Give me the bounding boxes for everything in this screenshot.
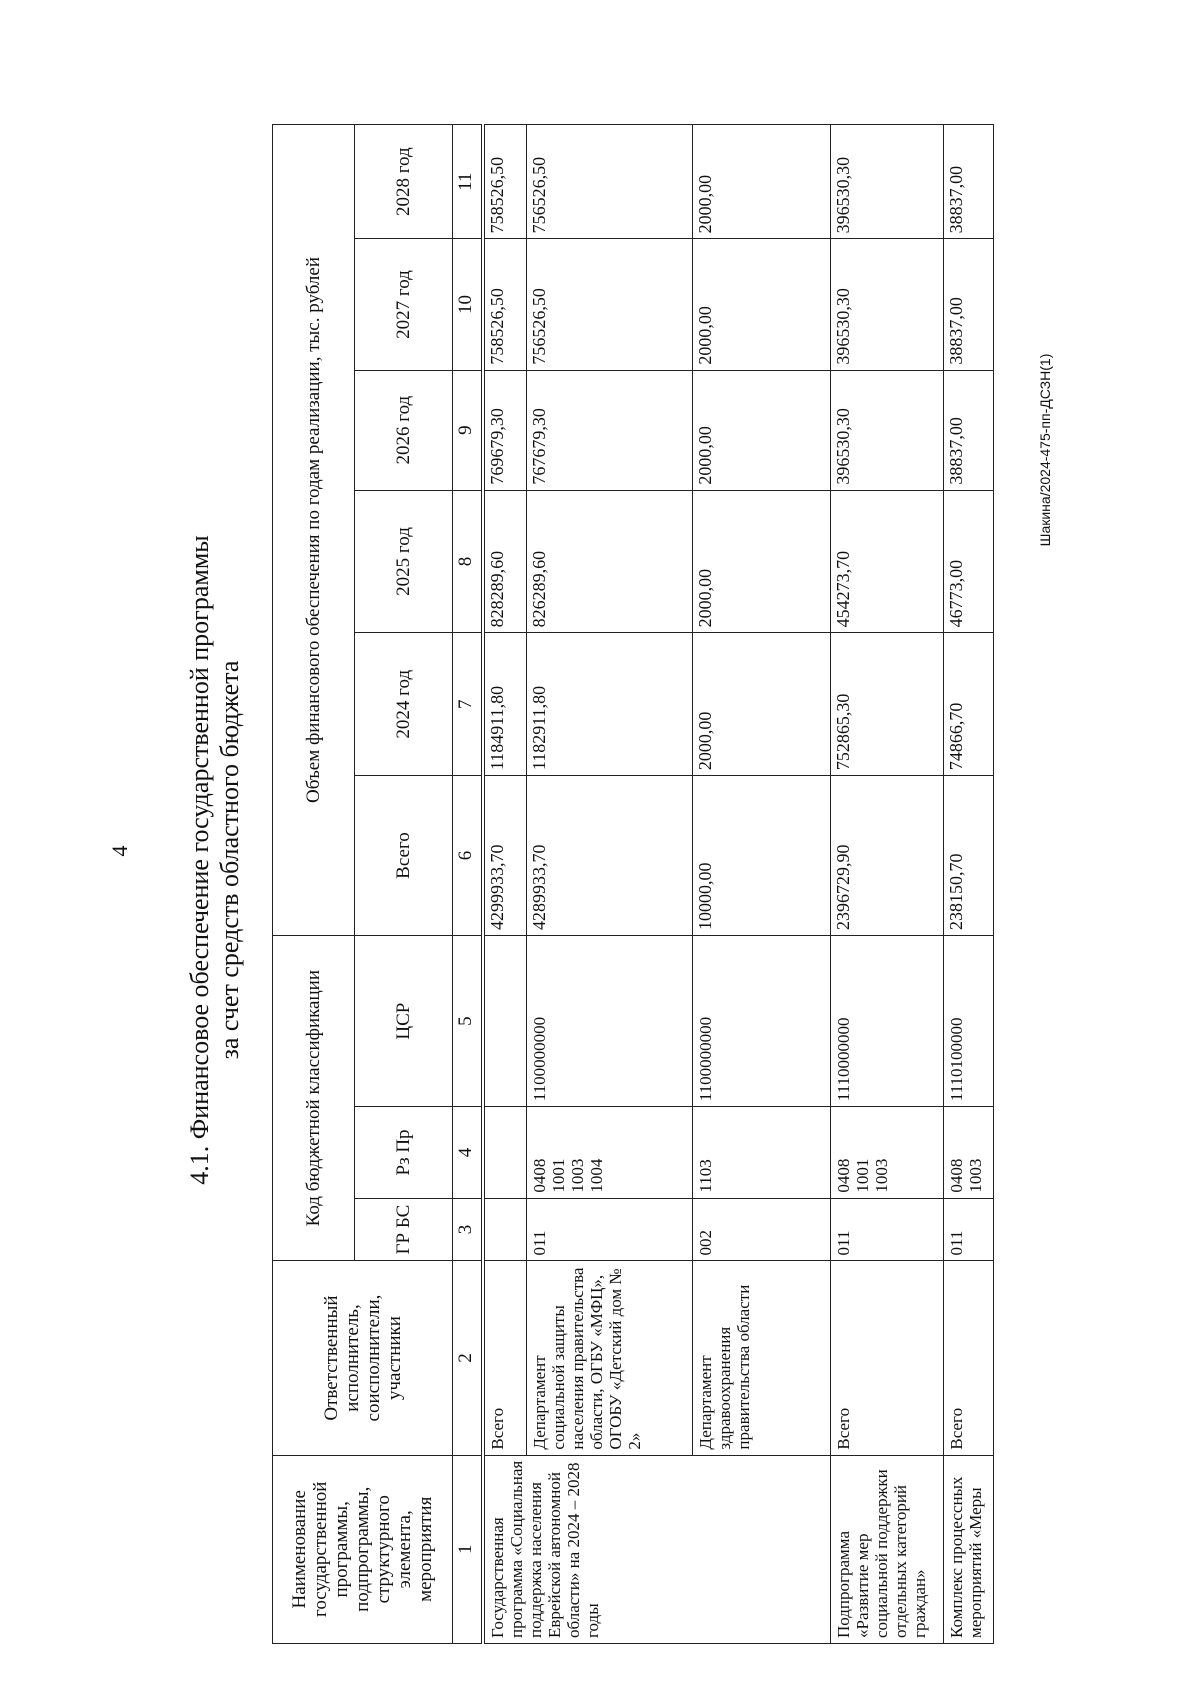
row-2025: 828289,60 <box>483 490 527 633</box>
row-2026: 767679,30 <box>527 370 693 490</box>
row-2026: 38837,00 <box>944 370 994 490</box>
row-total: 238150,70 <box>944 776 994 936</box>
row-grbs: 011 <box>944 1198 994 1261</box>
row-2025: 454273,70 <box>831 490 944 633</box>
row-csr: 1110000000 <box>831 935 944 1106</box>
row-2024: 1182911,80 <box>527 633 693 776</box>
table-row <box>527 125 693 1644</box>
rzpr-code: 1001 <box>853 1158 872 1193</box>
row-2026: 2000,00 <box>693 370 831 490</box>
header-2025: 2025 год <box>355 490 453 633</box>
row-csr: 1100000000 <box>527 935 693 1106</box>
row-rzpr <box>831 1107 944 1198</box>
rzpr-code: 0408 <box>530 1158 549 1193</box>
header-2027: 2027 год <box>355 239 453 370</box>
row-2025: 46773,00 <box>944 490 994 633</box>
row-csr: 1100000000 <box>693 935 831 1106</box>
row-grbs: 002 <box>693 1198 831 1261</box>
row-2028: 2000,00 <box>693 125 831 239</box>
row-rzpr <box>483 1107 527 1198</box>
row-total: 4289933,70 <box>527 776 693 936</box>
row-2028: 756526,50 <box>527 125 693 239</box>
row-rzpr <box>693 1107 831 1198</box>
row-grbs: 011 <box>831 1198 944 1261</box>
col-number: 6 <box>453 776 483 936</box>
header-csr: ЦСР <box>355 935 453 1106</box>
row-2028: 38837,00 <box>944 125 994 239</box>
row-executor: Департамент социальной защиты населения правительства области, ОГБУ «МФЦ», ОГОБУ «Детский дом № 2» <box>527 1261 693 1455</box>
row-2027: 38837,00 <box>944 239 994 370</box>
row-2024: 74866,70 <box>944 633 994 776</box>
row-rzpr <box>527 1107 693 1198</box>
row-2025: 826289,60 <box>527 490 693 633</box>
header-rzpr: Рз Пр <box>355 1107 453 1198</box>
row-2024: 752865,30 <box>831 633 944 776</box>
col-number: 3 <box>453 1198 483 1261</box>
row-grbs <box>483 1198 527 1261</box>
row-executor: Всего <box>944 1261 994 1455</box>
rzpr-code: 0408 <box>834 1158 853 1193</box>
rzpr-code: 1003 <box>966 1158 985 1193</box>
col-number: 10 <box>453 239 483 370</box>
table-row <box>831 125 944 1644</box>
row-name: Государственная программа «Социальная поддержка населения Еврейской автономной области» на 2024 – 2028 годы <box>483 1455 831 1643</box>
header-code-group: Код бюджетной классификации <box>273 935 355 1260</box>
row-2027: 396530,30 <box>831 239 944 370</box>
header-2026: 2026 год <box>355 370 453 490</box>
table-row <box>693 125 831 1644</box>
row-rzpr <box>944 1107 994 1198</box>
col-number: 1 <box>453 1455 483 1643</box>
header-2028: 2028 год <box>355 125 453 239</box>
row-total: 10000,00 <box>693 776 831 936</box>
rzpr-code: 1004 <box>587 1158 606 1193</box>
row-executor: Департамент здравоохранения правительства области <box>693 1261 831 1455</box>
row-2027: 758526,50 <box>483 239 527 370</box>
row-grbs: 011 <box>527 1198 693 1261</box>
row-2024: 2000,00 <box>693 633 831 776</box>
col-number: 8 <box>453 490 483 633</box>
col-number: 11 <box>453 125 483 239</box>
rzpr-code: 1001 <box>549 1158 568 1193</box>
rzpr-code: 1003 <box>568 1158 587 1193</box>
row-2027: 2000,00 <box>693 239 831 370</box>
financing-table <box>272 124 994 1644</box>
col-number: 7 <box>453 633 483 776</box>
page-number: 4 <box>107 845 132 857</box>
col-number: 9 <box>453 370 483 490</box>
table-row <box>944 125 994 1644</box>
row-name: Комплекс процессных мероприятий «Меры <box>944 1455 994 1643</box>
header-2024: 2024 год <box>355 633 453 776</box>
row-executor: Всего <box>831 1261 944 1455</box>
rzpr-code: 1103 <box>696 1159 715 1193</box>
table-title <box>185 60 245 1660</box>
col-number: 4 <box>453 1107 483 1198</box>
row-total: 4299933,70 <box>483 776 527 936</box>
header-total: Всего <box>355 776 453 936</box>
row-2026: 396530,30 <box>831 370 944 490</box>
header-executor: Ответственный исполнитель, соисполнители, участники <box>273 1261 453 1455</box>
row-total: 2396729,90 <box>831 776 944 936</box>
row-2028: 396530,30 <box>831 125 944 239</box>
row-csr <box>483 935 527 1106</box>
row-2026: 769679,30 <box>483 370 527 490</box>
row-2024: 1184911,80 <box>483 633 527 776</box>
header-volume-group: Объем финансового обеспечения по годам реализации, тыс. рублей <box>273 125 355 936</box>
title-line-2: за счет средств областного бюджета <box>215 660 244 1060</box>
row-2025: 2000,00 <box>693 490 831 633</box>
document-id-note: Шакина/2024-475-пп-ДСЗН(1) <box>1037 353 1053 547</box>
header-name: Наименование государственной программы, подпрограммы, структурного элемента, мероприятия <box>273 1455 453 1643</box>
rzpr-code: 0408 <box>947 1158 966 1193</box>
table-row <box>483 125 527 1644</box>
row-csr: 1110100000 <box>944 935 994 1106</box>
col-number: 2 <box>453 1261 483 1455</box>
row-2028: 758526,50 <box>483 125 527 239</box>
rzpr-code: 1003 <box>872 1158 891 1193</box>
title-line-1: 4.1. Финансовое обеспечение государственной программы <box>185 535 214 1185</box>
row-name: Подпрограмма «Развитие мер социальной поддержки отдельных категорий граждан» <box>831 1455 944 1643</box>
header-grbs: ГР БС <box>355 1198 453 1261</box>
col-number: 5 <box>453 935 483 1106</box>
rotated-page-content <box>185 60 1060 1660</box>
row-executor: Всего <box>483 1261 527 1455</box>
row-2027: 756526,50 <box>527 239 693 370</box>
